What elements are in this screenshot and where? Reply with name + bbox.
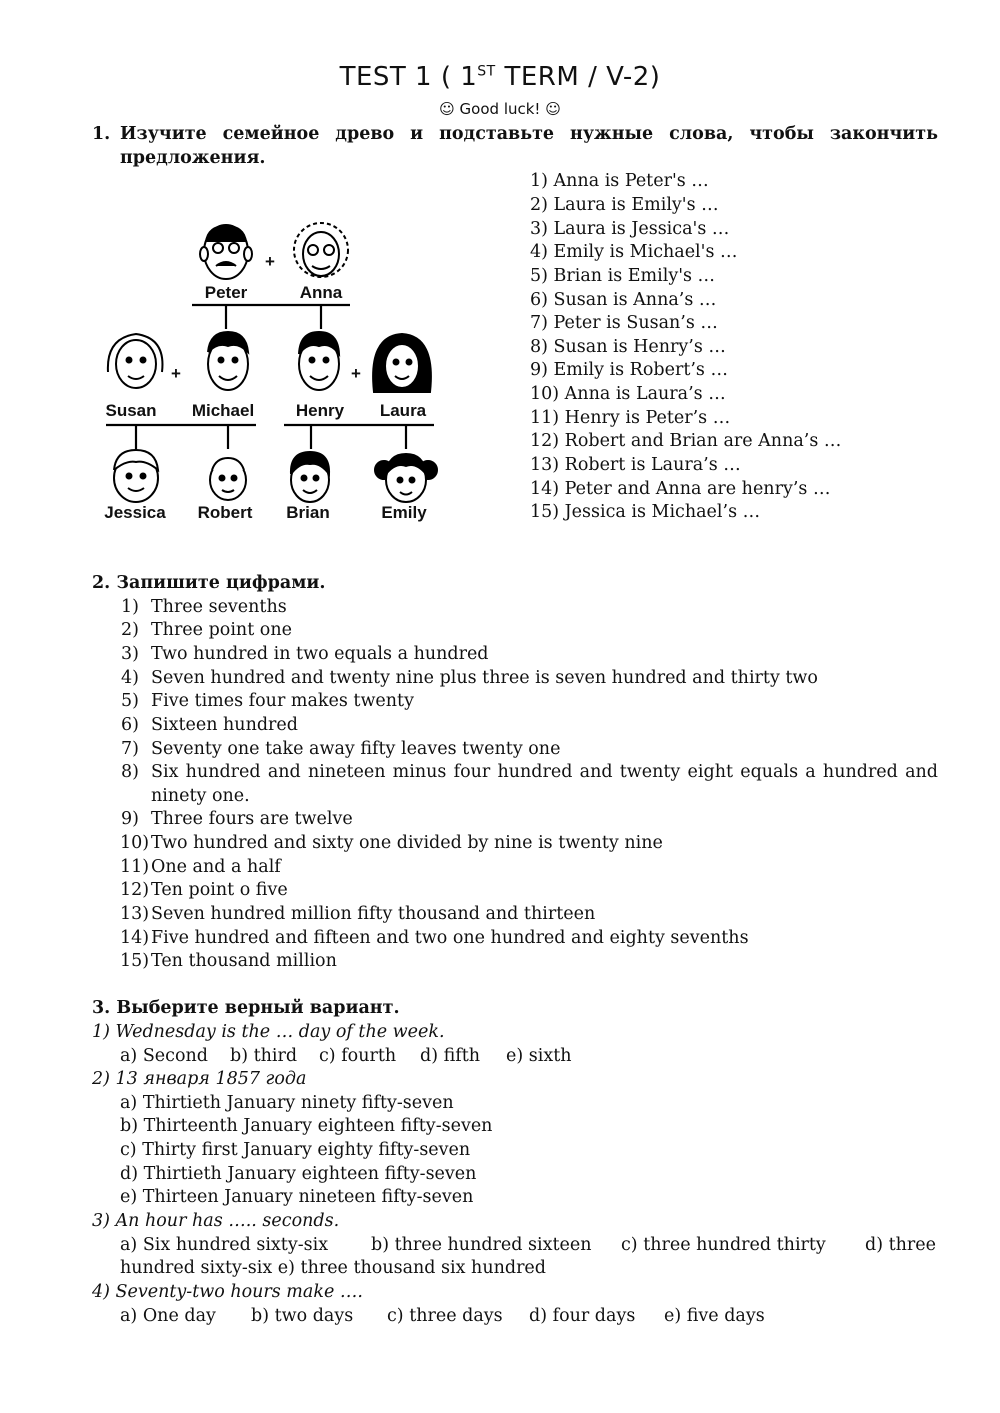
q2-option: c) Thirty first January eighty fifty-seven xyxy=(120,1140,471,1160)
question-1: 1) Wednesday is the … day of the week. xyxy=(92,1022,445,1042)
section2-item-text: Seventy one take away fifty leaves twenty one xyxy=(151,739,561,759)
q3-option-cont: hundred sixty-six e) three thousand six hundred xyxy=(120,1258,546,1278)
family-tree xyxy=(92,212,452,532)
section2-item-number: 4) xyxy=(121,668,139,688)
section2-item-text: Two hundred in two equals a hundred xyxy=(151,644,489,664)
question-2: 2) 13 января 1857 года xyxy=(92,1069,307,1089)
q3-option-c: c) three hundred thirty xyxy=(621,1235,826,1255)
section2-item-text: Ten point o five xyxy=(151,880,288,900)
section2-item-number: 15) xyxy=(120,951,150,971)
section1-item: 1) Anna is Peter's … xyxy=(530,171,709,191)
section2-item-text: ninety one. xyxy=(151,786,250,806)
q1-option-c: c) fourth xyxy=(319,1046,397,1066)
section2-item-number: 9) xyxy=(121,809,139,829)
section1-item: 10) Anna is Laura’s … xyxy=(530,384,726,404)
section2-item-text: Five times four makes twenty xyxy=(151,691,414,711)
plus-sign: + xyxy=(171,364,181,383)
section2-item-text: Seven hundred and twenty nine plus three is seven hundred and thirty two xyxy=(151,668,818,688)
section2-item-number: 2) xyxy=(121,620,139,640)
q4-option-d: d) four days xyxy=(529,1306,636,1326)
q4-option-b: b) two days xyxy=(251,1306,354,1326)
section2-item-number: 5) xyxy=(121,691,139,711)
subtitle: ☺ Good luck! ☺ xyxy=(439,100,561,118)
q2-option: b) Thirteenth January eighteen fifty-seven xyxy=(120,1116,493,1136)
section1-item: 15) Jessica is Michael’s … xyxy=(530,502,761,522)
section2-item-number: 12) xyxy=(120,880,150,900)
section2-item-number: 3) xyxy=(121,644,139,664)
q1-option-b: b) third xyxy=(230,1046,298,1066)
section2-item-number: 6) xyxy=(121,715,139,735)
section2-item-text: Two hundred and sixty one divided by nine is twenty nine xyxy=(151,833,663,853)
tree-name-susan: Susan xyxy=(105,401,157,420)
section1-item: 5) Brian is Emily's … xyxy=(530,266,716,286)
section2-item-text: Three sevenths xyxy=(151,597,287,617)
q4-option-e: e) five days xyxy=(664,1306,765,1326)
section2-item-number: 8) xyxy=(121,762,139,782)
q2-option: a) Thirtieth January ninety fifty-seven xyxy=(120,1093,454,1113)
section2-item-number: 13) xyxy=(120,904,150,924)
page-title: TEST 1 ( 1ST TERM / V-2) xyxy=(339,62,661,92)
section1-item: 3) Laura is Jessica's … xyxy=(530,219,730,239)
section2-heading: 2. Запишите цифрами. xyxy=(92,573,326,593)
section2-item-text: Three point one xyxy=(151,620,292,640)
anna-face-icon xyxy=(294,223,348,277)
section1-instruction-cont: предложения. xyxy=(120,148,266,168)
q1-option-e: e) sixth xyxy=(506,1046,572,1066)
section1-item: 11) Henry is Peter’s … xyxy=(530,408,731,428)
tree-name-henry: Henry xyxy=(295,401,345,420)
michael-face-icon xyxy=(208,332,248,390)
section1-item: 12) Robert and Brian are Anna’s … xyxy=(530,431,842,451)
section1-item: 7) Peter is Susan’s … xyxy=(530,313,718,333)
susan-face-icon xyxy=(108,334,163,388)
section2-item-text: Three fours are twelve xyxy=(151,809,353,829)
q3-option-b: b) three hundred sixteen xyxy=(371,1235,592,1255)
q2-option: d) Thirtieth January eighteen fifty-seven xyxy=(120,1164,477,1184)
emily-face-icon xyxy=(375,454,437,502)
section1-item: 2) Laura is Emily's … xyxy=(530,195,719,215)
q4-option-a: a) One day xyxy=(120,1306,216,1326)
robert-face-icon xyxy=(210,458,246,500)
section1-item: 14) Peter and Anna are henry’s … xyxy=(530,479,831,499)
brian-face-icon xyxy=(291,452,329,502)
tree-name-anna: Anna xyxy=(299,283,343,302)
q1-option-a: a) Second xyxy=(120,1046,208,1066)
q1-option-d: d) fifth xyxy=(420,1046,481,1066)
tree-name-michael: Michael xyxy=(191,401,255,420)
plus-sign: + xyxy=(351,364,361,383)
q3-option-a: a) Six hundred sixty-six xyxy=(120,1235,329,1255)
section1-instruction: Изучите семейное древо и подставьте нужные слова, чтобы закончить xyxy=(120,124,938,144)
q4-option-c: c) three days xyxy=(387,1306,503,1326)
henry-face-icon xyxy=(299,332,339,390)
section2-item-number: 14) xyxy=(120,928,150,948)
section2-item-number: 10) xyxy=(120,833,150,853)
q2-option: e) Thirteen January nineteen fifty-seven xyxy=(120,1187,474,1207)
section1-item: 8) Susan is Henry’s … xyxy=(530,337,726,357)
section2-item-text: Sixteen hundred xyxy=(151,715,298,735)
section2-item-number: 7) xyxy=(121,739,139,759)
section2-item-text: Six hundred and nineteen minus four hundred and twenty eight equals a hundred and xyxy=(151,762,938,782)
tree-name-peter: Peter xyxy=(204,283,248,302)
section2-item-number: 1) xyxy=(121,597,139,617)
section2-item-text: Ten thousand million xyxy=(151,951,337,971)
section3-heading: 3. Выберите верный вариант. xyxy=(92,998,400,1018)
jessica-face-icon xyxy=(114,450,158,502)
section2-item-text: Five hundred and fifteen and two one hundred and eighty sevenths xyxy=(151,928,749,948)
tree-name-robert: Robert xyxy=(197,503,253,522)
section1-number: 1. xyxy=(92,124,111,144)
plus-sign: + xyxy=(265,252,275,271)
question-4: 4) Seventy-two hours make …. xyxy=(92,1282,363,1302)
peter-face-icon xyxy=(200,225,252,279)
tree-name-jessica: Jessica xyxy=(104,503,166,522)
section2-item-text: One and a half xyxy=(151,857,281,877)
section1-item: 4) Emily is Michael's … xyxy=(530,242,738,262)
section1-item: 6) Susan is Anna’s … xyxy=(530,290,717,310)
q3-option-d: d) three xyxy=(865,1235,936,1255)
question-3: 3) An hour has ….. seconds. xyxy=(92,1211,340,1231)
tree-name-brian: Brian xyxy=(286,503,330,522)
section2-item-text: Seven hundred million fifty thousand and thirteen xyxy=(151,904,596,924)
section2-item-number: 11) xyxy=(120,857,150,877)
section1-item: 13) Robert is Laura’s … xyxy=(530,455,741,475)
tree-name-emily: Emily xyxy=(381,503,427,522)
tree-name-laura: Laura xyxy=(379,401,427,420)
section1-item: 9) Emily is Robert’s … xyxy=(530,360,728,380)
laura-face-icon xyxy=(373,334,431,392)
